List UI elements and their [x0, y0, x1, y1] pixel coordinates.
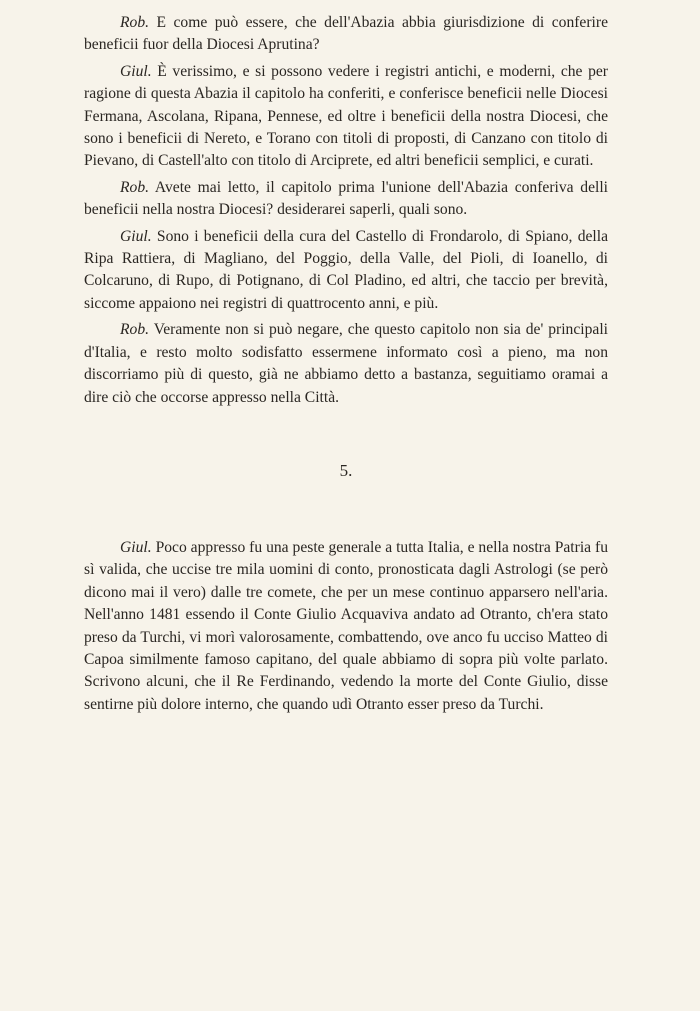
- section-number: 5.: [339, 460, 353, 480]
- dialogue-paragraph: [84, 61, 608, 173]
- dialogue-paragraph: [84, 537, 608, 716]
- dialogue-before: [84, 12, 608, 409]
- paragraph-text: E come può essere, che dell'Abazia abbia giurisdizione di conferire beneficii fuor della Diocesi Aprutina?: [84, 14, 608, 54]
- speaker-label: Rob.: [120, 178, 150, 196]
- speaker-label: Giul.: [120, 62, 152, 80]
- paragraph-text: Avete mai letto, il capitolo prima l'unione dell'Abazia conferiva delli beneficii nella nostra Diocesi? desiderarei saperli, quali sono.: [84, 178, 608, 219]
- speaker-label: Giul.: [120, 538, 152, 556]
- speaker-label: Rob.: [120, 321, 150, 339]
- paragraph-text: Sono i beneficii della cura del Castello di Frondarolo, di Spiano, della Ripa Rattiera, di Magliano, del Poggio, della Valle, del Pioli, di Ioanello, di Colcaruno, di Rupo, di Potignano, di Col Pladino, ed altri, che taccio per brevità, siccome appaiono nei registri di quattrocento anni, e più.: [84, 227, 608, 312]
- speaker-label: Giul.: [120, 227, 152, 245]
- speaker-label: Rob.: [120, 14, 150, 31]
- dialogue-paragraph: [84, 177, 608, 222]
- paragraph-text: Veramente non si può negare, che questo capitolo non sia de' principali d'Italia, e resto molto sodisfatto essermene informato così a pieno, ma non discorriamo più di questo, già ne abbiamo detto a bastanza, seguitiamo oramai a dire ciò che occorse appresso nella Città.: [84, 321, 608, 406]
- dialogue-after: [84, 537, 608, 716]
- paragraph-text: È verissimo, e si possono vedere i registri antichi, e moderni, che per ragione di questa Abazia il capitolo ha conferiti, e conferisce beneficii nelle Diocesi Fermana, Ascolana, Ripana, Pennese, ed oltre i beneficii della nostra Diocesi, che sono i beneficii di Nereto, e Torano con titoli di proposti, di Canzano con titolo di Pievano, di Castell'alto con titolo di Arciprete, ed altri beneficii semplici, e curati.: [84, 62, 608, 170]
- dialogue-paragraph: [84, 12, 608, 57]
- paragraph-text: Poco appresso fu una peste generale a tutta Italia, e nella nostra Patria fu sì valida, che uccise tre mila uomini di conto, pronosticata dagli Astrologi (se però dicono mai il vero) dalle tre comete, che per un mese continuo apparsero nell'aria. Nell'anno 1481 essendo il Conte Giulio Acquaviva andato ad Otranto, ch'era stato preso da Turchi, vi morì valorosamente, combattendo, ove anco fu ucciso Matteo di Capoa similmente famoso capitano, del quale abbiamo di sopra più volte parlato. Scrivono alcuni, che il Re Ferdinando, vedendo la morte del Conte Giulio, disse sentirne più dolore interno, che quando udì Otranto esser preso da Turchi.: [84, 538, 608, 713]
- dialogue-paragraph: [84, 319, 608, 409]
- dialogue-paragraph: [84, 226, 608, 316]
